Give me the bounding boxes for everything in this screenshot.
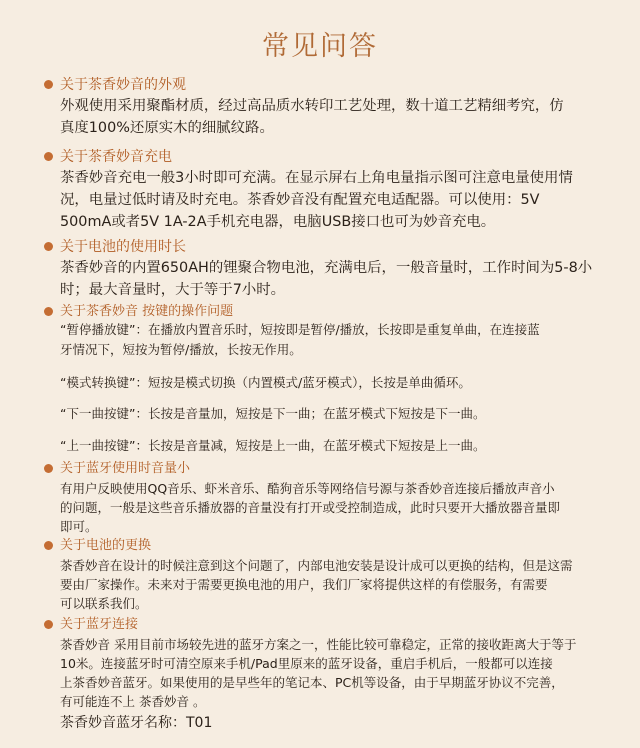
bullet-dot-icon bbox=[44, 541, 53, 550]
section-header bbox=[0, 536, 640, 556]
section-title: 关于茶香妙音的外观 bbox=[60, 77, 186, 93]
button-prev-description: “上一曲按键”：长按是音量减，短按是上一曲，在蓝牙模式下短按是上一曲。 bbox=[60, 438, 486, 453]
section-body: 有用户反映使用QQ音乐、虾米音乐、酷狗音乐等网络信号源与茶香妙音连接后播放声音小 的问题，一般是这些音乐播放器的音量没有打开或受控制造成，此时只要开大播放器音量即 即可。 bbox=[60, 481, 561, 534]
button-next-description: “下一曲按键”：长按是音量加，短按是下一曲；在蓝牙模式下短按是下一曲。 bbox=[60, 406, 486, 421]
section-body: 茶香妙音在设计的时候注意到这个问题了，内部电池安装是设计成可以更换的结构，但是这需 要由厂家操作。未来对于需要更换电池的用户，我们厂家将提供这样的有偿服务，有需要 可以联系我们。 bbox=[60, 558, 573, 611]
bullet-dot-icon bbox=[44, 152, 53, 161]
section-body: 茶香妙音充电一般3小时即可充满。在显示屏右上角电量指示图可注意电量使用情 况，电量过低时请及时充电。茶香妙音没有配置充电适配器。可以使用：5V 500mA或者5V 1A-2A手机充电器，电脑USB接口也可为妙音充电。 bbox=[60, 170, 573, 230]
section-title: 关于电池的更换 bbox=[60, 538, 152, 553]
faq-section-battery-life bbox=[0, 237, 640, 301]
page-title: 常见问答 bbox=[262, 31, 378, 62]
button-pause-description: “暂停播放键”：在播放内置音乐时，短按即是暂停/播放，长按即是重复单曲，在连接蓝 牙情况下，短按为暂停/播放，长按无作用。 bbox=[60, 322, 540, 357]
section-header bbox=[0, 459, 640, 479]
faq-section-charging bbox=[0, 147, 640, 233]
faq-section-battery-replace bbox=[0, 536, 640, 613]
section-title: 关于茶香妙音 按键的操作问题 bbox=[60, 304, 234, 319]
bullet-dot-icon bbox=[44, 620, 53, 629]
faq-section-bluetooth bbox=[0, 615, 640, 711]
bullet-dot-icon bbox=[44, 242, 53, 251]
section-header bbox=[0, 75, 640, 95]
bullet-dot-icon bbox=[44, 464, 53, 473]
section-body: 外观使用采用聚酯材质，经过高品质水转印工艺处理，数十道工艺精细考究，仿 真度100%还原实木的细腻纹路。 bbox=[60, 98, 564, 136]
section-title: 关于茶香妙音充电 bbox=[60, 149, 172, 165]
section-header bbox=[0, 237, 640, 257]
faq-section-buttons bbox=[0, 302, 640, 456]
section-title: 关于蓝牙连接 bbox=[60, 617, 139, 632]
section-body: 茶香妙音的内置650AH的锂聚合物电池，充满电后，一般音量时，工作时间为5-8小 时；最大音量时，大于等于7小时。 bbox=[60, 260, 593, 298]
bullet-dot-icon bbox=[44, 307, 53, 316]
section-body: 茶香妙音 采用目前市场较先进的蓝牙方案之一，性能比较可靠稳定，正常的接收距离大于等于 10米。连接蓝牙时可清空原来手机/Pad里原来的蓝牙设备，重启手机后，一般都可以连接 上茶香妙音蓝牙。如果使用的是早些年的笔记本、PC机等设备，由于早期蓝牙协议不完善， 有可能连不上 茶香妙音 。 bbox=[60, 637, 577, 709]
section-header bbox=[0, 302, 640, 322]
button-mode-description: “模式转换键”：短按是模式切换（内置模式/蓝牙模式），长按是单曲循环。 bbox=[60, 375, 471, 390]
section-title: 关于蓝牙使用时音量小 bbox=[60, 461, 191, 476]
section-header bbox=[0, 147, 640, 167]
faq-section-volume bbox=[0, 459, 640, 536]
section-title: 关于电池的使用时长 bbox=[60, 239, 186, 255]
section-header bbox=[0, 615, 640, 635]
faq-section-appearance bbox=[0, 75, 640, 139]
bullet-dot-icon bbox=[44, 80, 53, 89]
bluetooth-name-footer: 茶香妙音蓝牙名称：T01 bbox=[60, 715, 213, 731]
